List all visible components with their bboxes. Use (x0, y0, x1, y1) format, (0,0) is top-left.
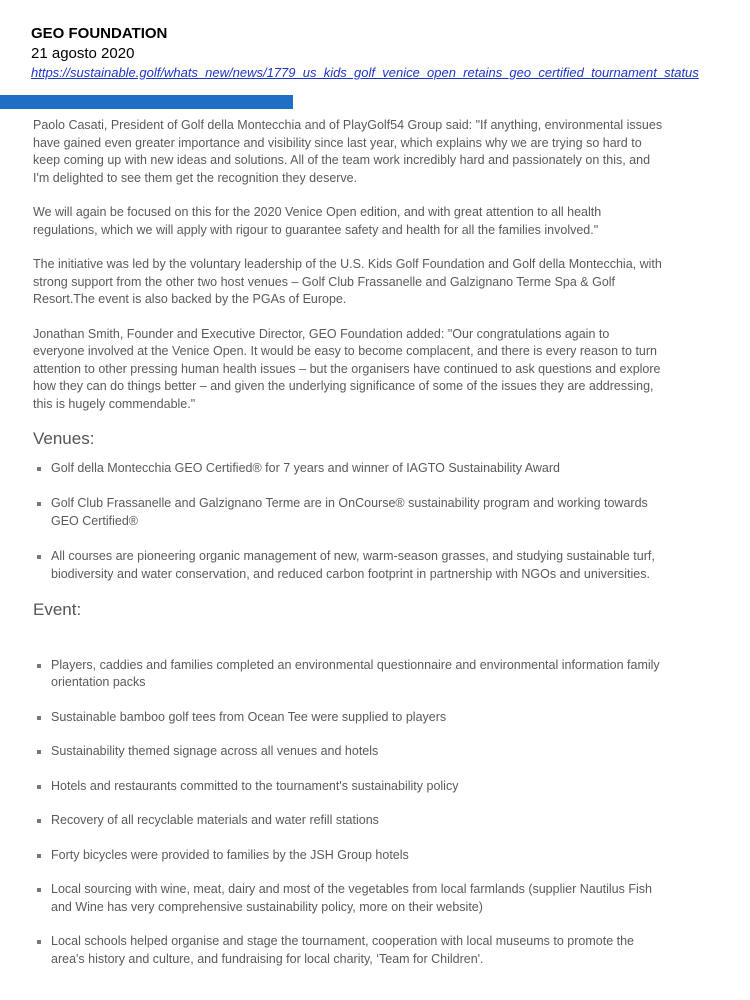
list-item-text: Recovery of all recyclable materials and water refill stations (51, 813, 379, 827)
list-item (33, 548, 663, 583)
bullet-icon (37, 854, 41, 858)
event-list (33, 657, 663, 969)
event-heading: Event: (33, 600, 82, 619)
list-item-text: Local sourcing with wine, meat, dairy and most of the vegetables from local farmlands (supplier Nautilus Fish and Wine has very comprehensive sustainability policy, more on their website) (51, 882, 652, 914)
list-item (33, 812, 663, 830)
source-link[interactable]: https://sustainable.golf/whats_new/news/1779_us_kids_golf_venice_open_retains_geo_certified_tournament_status (31, 65, 699, 80)
bullet-icon (37, 785, 41, 789)
list-item-text: Local schools helped organise and stage the tournament, cooperation with local museums to promote the area's history and culture, and fundraising for local charity, ‘Team for Children'. (51, 934, 634, 966)
list-item-text: Golf della Montecchia GEO Certified® for 7 years and winner of IAGTO Sustainability Award (51, 460, 560, 475)
paragraph-casati-quote: Paolo Casati, President of Golf della Montecchia and of PlayGolf54 Group said: "If anything, environmental issues have gained even greater importance and visibility since last year, which explains why we are trying so hard to keep coming up with new ideas and solutions. All of the team work incredibly hard and passionately on this, and I'm delighted to see them get the recognition they deserve. (33, 118, 663, 185)
article-body (33, 117, 663, 985)
bullet-icon (37, 555, 41, 559)
list-item (33, 933, 663, 968)
bullet-icon (37, 502, 41, 506)
list-item-text: Sustainable bamboo golf tees from Ocean Tee were supplied to players (51, 709, 447, 724)
venues-list (33, 460, 663, 584)
bullet-icon (37, 888, 41, 892)
bullet-icon (37, 716, 41, 720)
document-header (31, 24, 699, 82)
bullet-icon (37, 750, 41, 754)
list-item-text: All courses are pioneering organic management of new, warm-season grasses, and studying sustainable turf, biodiversity and water conservation, and reduced carbon footprint in partnership with NGOs and universities. (51, 549, 655, 581)
list-item-text: Hotels and restaurants committed to the tournament's sustainability policy (51, 778, 459, 793)
organization-name: GEO FOUNDATION (31, 25, 168, 42)
paragraph-smith-quote: Jonathan Smith, Founder and Executive Director, GEO Foundation added: "Our congratulations again to everyone involved at the Venice Open. It would be easy to become complacent, and there is every reason to turn attention to other pressing human health issues – but the organisers have continued to ask questions and explore how they can do things better – and given the underlying significance of some of the issues they are addressing, this is hugely commendable." (33, 326, 661, 411)
bullet-icon (37, 819, 41, 823)
list-item-text: Golf Club Frassanelle and Galzignano Terme are in OnCourse® sustainability program and working towards GEO Certified® (51, 496, 648, 528)
list-item (33, 709, 663, 727)
bullet-icon (37, 664, 41, 668)
accent-bar (0, 95, 293, 109)
bullet-icon (37, 940, 41, 944)
paragraph-venice-open: We will again be focused on this for the 2020 Venice Open edition, and with great attention to all health regulations, which we will apply with rigour to guarantee safety and health for all the families involved." (33, 205, 602, 237)
list-item-text: Players, caddies and families completed an environmental questionnaire and environmental information family orientation packs (51, 657, 660, 689)
bullet-icon (37, 467, 41, 471)
list-item (33, 743, 663, 761)
list-item (33, 778, 663, 796)
list-item-text: Sustainability themed signage across all venues and hotels (51, 744, 379, 758)
publication-date: 21 agosto 2020 (31, 45, 135, 62)
list-item (33, 881, 663, 916)
list-item (33, 847, 663, 865)
list-item (33, 657, 663, 692)
paragraph-initiative: The initiative was led by the voluntary leadership of the U.S. Kids Golf Foundation and Golf della Montecchia, with strong support from the other two host venues – Golf Club Frassanelle and Galzignano Terme Spa & Golf Resort.The event is also backed by the PGAs of Europe. (33, 257, 662, 306)
list-item (33, 495, 663, 530)
list-item-text: Forty bicycles were provided to families by the JSH Group hotels (51, 847, 409, 862)
list-item (33, 460, 663, 478)
venues-heading: Venues: (33, 429, 95, 448)
